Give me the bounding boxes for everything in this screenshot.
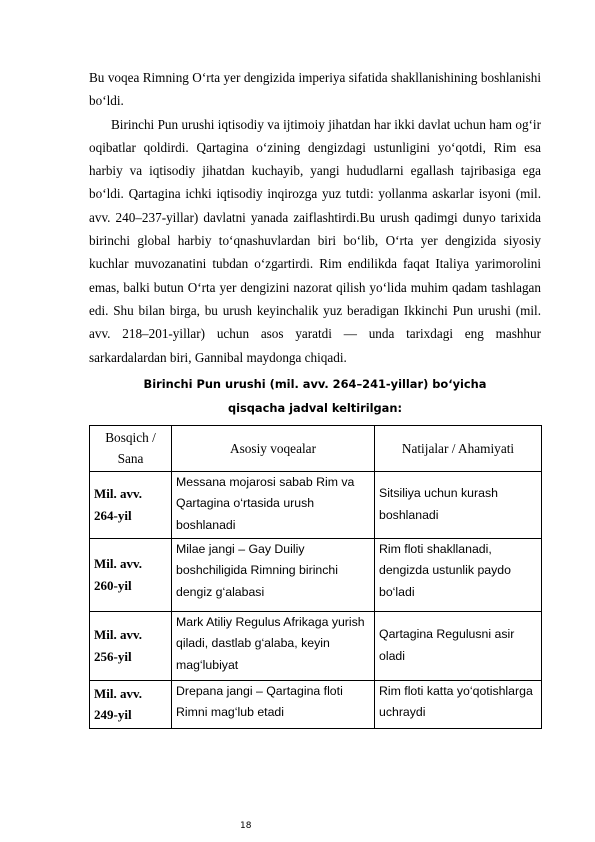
event-cell: Mark Atiliy Regulus Afrikaga yurish qiladi, dastlab g‘alaba, keyin mag‘lubiyat <box>172 611 375 680</box>
column-header-results: Natijalar / Ahamiyati <box>375 425 542 471</box>
date-cell <box>90 611 172 680</box>
table-row <box>90 611 542 680</box>
event-cell: Milae jangi – Gay Duiliy boshchiligida Rimning birinchi dengiz g‘alabasi <box>172 538 375 611</box>
column-header-stage: Bosqich / Sana <box>90 425 172 471</box>
result-cell: Rim floti shakllanadi, dengizda ustunlik paydo bo‘ladi <box>375 538 542 611</box>
table-row <box>90 538 542 611</box>
result-cell: Rim floti katta yo‘qotishlarga uchraydi <box>375 680 542 728</box>
result-cell: Qartagina Regulusni asir oladi <box>375 611 542 680</box>
table-row <box>90 471 542 538</box>
table-header-row <box>90 425 542 471</box>
document-page <box>89 66 541 729</box>
date-line: 260-yil <box>94 577 132 593</box>
date-line: Mil. avv. <box>94 556 143 572</box>
date-cell <box>90 471 172 538</box>
column-header-events: Asosiy voqealar <box>172 425 375 471</box>
table-row <box>90 680 542 728</box>
page-number: 18 <box>240 821 252 831</box>
event-cell: Messana mojarosi sabab Rim va Qartagina o‘rtasida urush boshlanadi <box>172 471 375 538</box>
date-cell <box>90 538 172 611</box>
event-cell: Drepana jangi – Qartagina floti Rimni mag‘lub etadi <box>172 680 375 728</box>
date-cell <box>90 680 172 728</box>
date-line: Mil. avv. <box>94 685 143 701</box>
paragraph: Birinchi Pun urushi iqtisodiy va ijtimoiy jihatdan har ikki davlat uchun ham og‘ir oqibatlar qoldirdi. Qartagina o‘zining dengizdagi ustunligini yo‘qotdi, Rim esa harbiy va iqtisodiy jihatdan kuchayib, yangi hududlarni egallash tajribasiga ega bo‘ldi. Qartagina ichki iqtisodiy inqirozga yuz tutdi: yollanma askarlar isyoni (mil. avv. 240–237-yillar) davlatni yanada zaiflashtirdi.Bu urush qadimgi dunyo tarixida birinchi global harbiy to‘qnashuvlardan biri bo‘lib, O‘rta yer dengizida siyosiy kuchlar muvozanatini tubdan o‘zgartirdi. Rim endilikda faqat Italiya yarimorolini emas, balki butun O‘rta yer dengizini nazorat qilish yo‘lida muhim qadam tashlagan edi. Shu bilan birga, bu urush keyinchalik yuz beradigan Ikkinchi Pun urushi (mil. avv. 218–201-yillar) uchun asos yaratdi — unda tarixdagi eng mashhur sarkardalardan biri, Gannibal maydonga chiqadi. <box>89 116 541 365</box>
result-cell: Sitsiliya uchun kurash boshlanadi <box>375 471 542 538</box>
date-line: 249-yil <box>94 707 132 723</box>
summary-table <box>89 425 542 729</box>
date-line: Mil. avv. <box>94 486 143 502</box>
date-line: Mil. avv. <box>94 627 143 643</box>
table-caption: Birinchi Pun urushi (mil. avv. 264–241-yillar) bo‘yicha qisqacha jadval keltirilgan: <box>143 376 487 415</box>
date-line: 256-yil <box>94 648 132 664</box>
paragraph: Bu voqea Rimning O‘rta yer dengizida imperiya sifatida shakllanishining boshlanishi bo‘ldi. <box>89 70 541 109</box>
date-line: 264-yil <box>94 507 132 523</box>
